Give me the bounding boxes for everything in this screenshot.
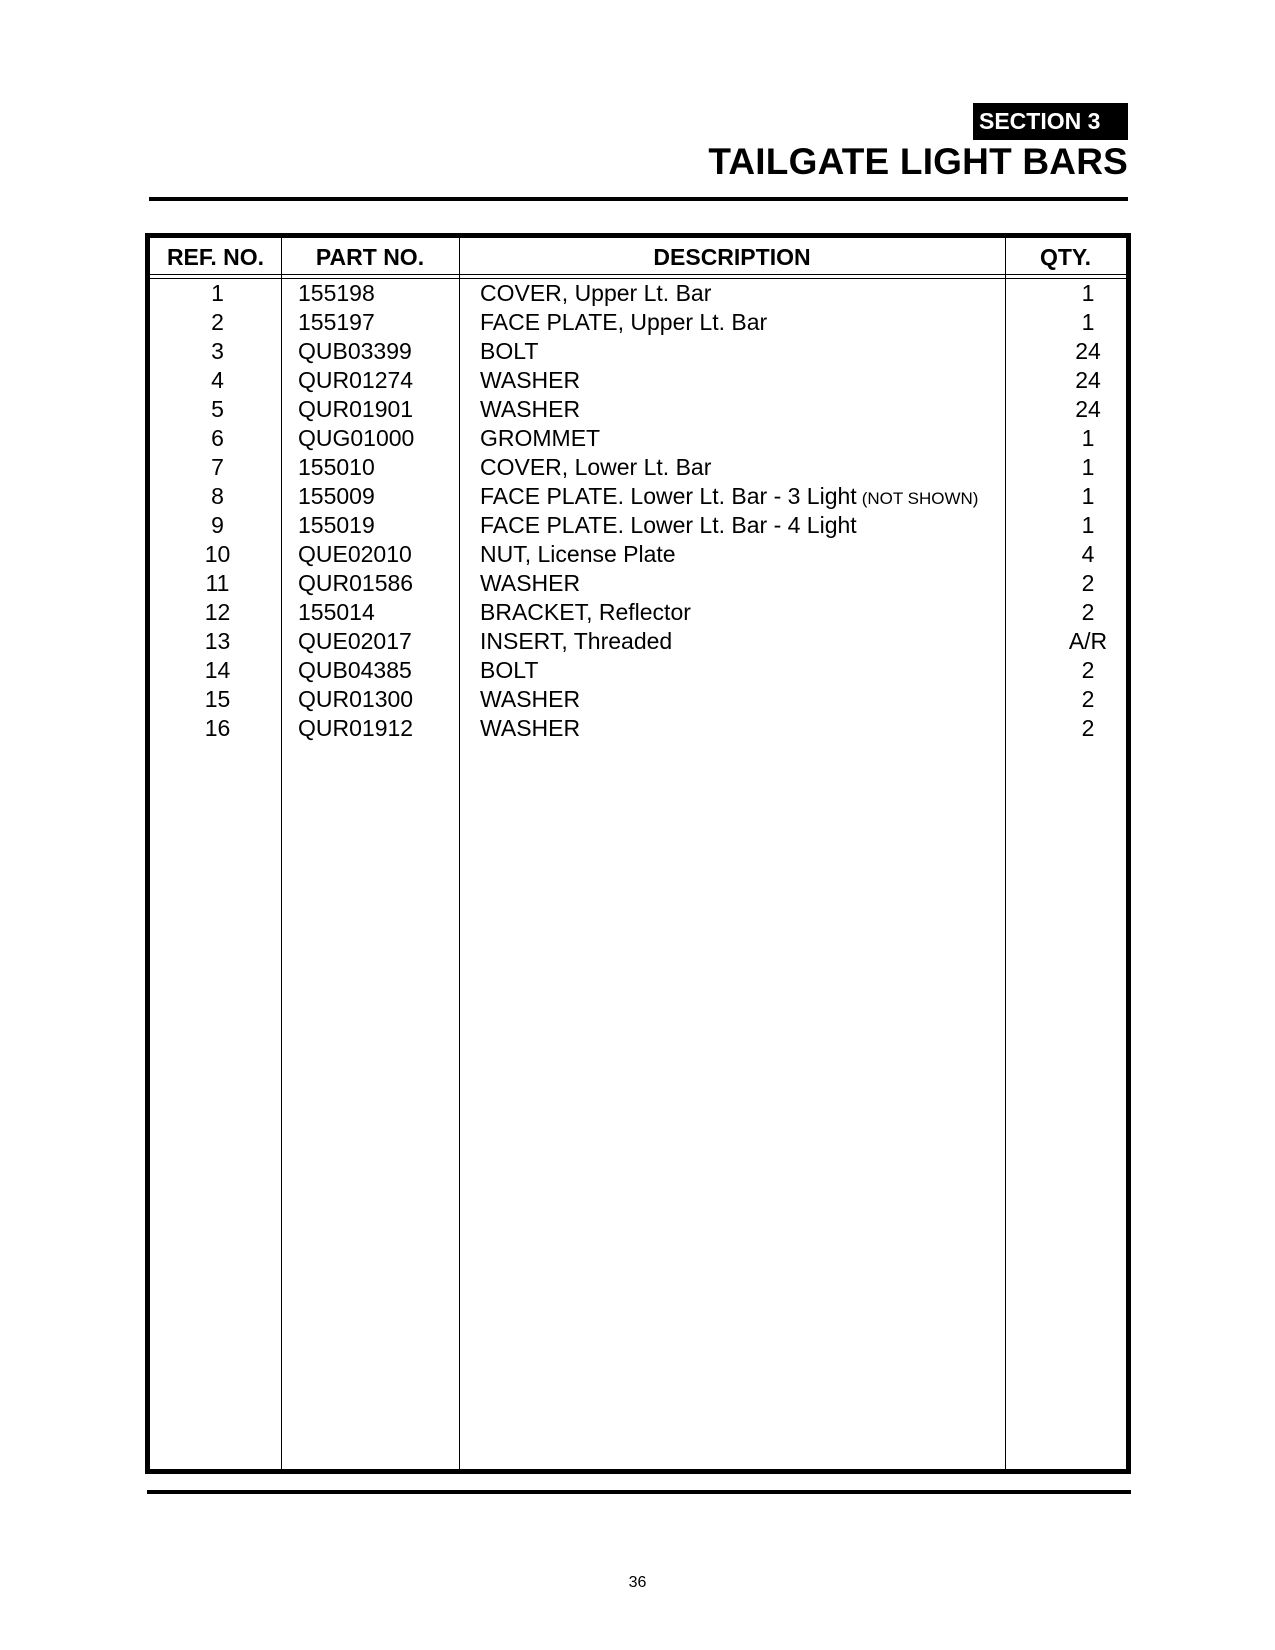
ref-number: 4 bbox=[211, 367, 224, 393]
quantity: 2 bbox=[1081, 686, 1095, 712]
table-row bbox=[150, 627, 1126, 656]
column-header-description: DESCRIPTION bbox=[653, 244, 811, 270]
quantity: 1 bbox=[1081, 512, 1095, 538]
ref-number: 16 bbox=[204, 715, 231, 741]
quantity: 24 bbox=[1075, 338, 1101, 364]
quantity: 2 bbox=[1081, 599, 1095, 625]
description-text: BOLT bbox=[480, 657, 539, 683]
column-header-ref: REF. NO. bbox=[166, 244, 265, 270]
description-text: COVER, Upper Lt. Bar bbox=[480, 280, 712, 306]
part-number: 155014 bbox=[298, 599, 375, 625]
description-text: FACE PLATE. Lower Lt. Bar - 4 Light bbox=[480, 512, 857, 538]
part-number: QUR01274 bbox=[298, 367, 414, 393]
table-row bbox=[150, 540, 1126, 569]
description-text: BRACKET, Reflector bbox=[480, 599, 691, 625]
ref-number: 12 bbox=[204, 599, 231, 625]
ref-number: 2 bbox=[211, 309, 224, 335]
ref-number: 9 bbox=[211, 512, 224, 538]
table-row bbox=[150, 656, 1126, 685]
ref-number: 11 bbox=[205, 570, 230, 596]
description-text: FACE PLATE. Lower Lt. Bar - 3 Light bbox=[480, 483, 857, 509]
description-text: WASHER bbox=[480, 715, 581, 741]
ref-number: 1 bbox=[211, 280, 224, 306]
quantity: 1 bbox=[1081, 309, 1095, 335]
description-text: INSERT, Threaded bbox=[480, 628, 673, 654]
parts-table bbox=[145, 233, 1131, 1474]
part-number: QUR01300 bbox=[298, 686, 414, 712]
description-text: COVER, Lower Lt. Bar bbox=[480, 454, 712, 480]
ref-number: 10 bbox=[204, 541, 231, 567]
table-row bbox=[150, 308, 1126, 337]
description-text: BOLT bbox=[480, 338, 539, 364]
part-number: 155009 bbox=[298, 483, 375, 509]
table-row bbox=[150, 598, 1126, 627]
column-header-part: PART NO. bbox=[315, 244, 425, 270]
part-number: QUB03399 bbox=[298, 338, 412, 364]
section-badge: SECTION 3 bbox=[973, 103, 1128, 140]
ref-number: 5 bbox=[211, 396, 224, 422]
quantity: 2 bbox=[1081, 570, 1095, 596]
column-header-qty: QTY. bbox=[1039, 244, 1092, 270]
table-row bbox=[150, 511, 1126, 540]
part-number: 155197 bbox=[298, 309, 375, 335]
quantity: 4 bbox=[1081, 541, 1095, 567]
part-number: QUE02010 bbox=[298, 541, 412, 567]
description-text: WASHER bbox=[480, 396, 581, 422]
part-number: 155019 bbox=[298, 512, 375, 538]
part-number: QUG01000 bbox=[298, 425, 415, 451]
table-row bbox=[150, 685, 1126, 714]
quantity: 1 bbox=[1081, 454, 1095, 480]
ref-number: 8 bbox=[211, 483, 224, 509]
ref-number: 15 bbox=[204, 686, 231, 712]
page-number: 36 bbox=[628, 1574, 647, 1591]
part-number: 155010 bbox=[298, 454, 375, 480]
description-note: (NOT SHOWN) bbox=[861, 489, 979, 508]
table-row bbox=[150, 453, 1126, 482]
part-number: QUE02017 bbox=[298, 628, 412, 654]
description-text: FACE PLATE, Upper Lt. Bar bbox=[480, 309, 768, 335]
quantity: 2 bbox=[1081, 657, 1095, 683]
page-title: TAILGATE LIGHT BARS bbox=[708, 141, 1128, 182]
part-number: QUR01912 bbox=[298, 715, 414, 741]
footer-rule bbox=[147, 1490, 1131, 1494]
part-number: QUR01586 bbox=[298, 570, 414, 596]
header-underline bbox=[150, 274, 1126, 275]
quantity: 24 bbox=[1075, 367, 1101, 393]
description-text: WASHER bbox=[480, 570, 581, 596]
ref-number: 3 bbox=[211, 338, 224, 364]
quantity: 2 bbox=[1081, 715, 1095, 741]
table-row bbox=[150, 714, 1126, 743]
ref-number: 6 bbox=[211, 425, 224, 451]
description-text: GROMMET bbox=[480, 425, 601, 451]
table-row bbox=[150, 424, 1126, 453]
table-row bbox=[150, 395, 1126, 424]
quantity: 24 bbox=[1075, 396, 1101, 422]
ref-number: 7 bbox=[211, 454, 224, 480]
table-body bbox=[150, 279, 1126, 743]
quantity: 1 bbox=[1081, 425, 1095, 451]
quantity: 1 bbox=[1081, 280, 1095, 306]
ref-number: 14 bbox=[204, 657, 231, 683]
description-text: NUT, License Plate bbox=[480, 541, 676, 567]
part-number: QUR01901 bbox=[298, 396, 414, 422]
table-row bbox=[150, 569, 1126, 598]
part-number: 155198 bbox=[298, 280, 375, 306]
quantity: A/R bbox=[1068, 628, 1108, 654]
description-text: WASHER bbox=[480, 686, 581, 712]
table-row bbox=[150, 337, 1126, 366]
table-row bbox=[150, 482, 1126, 511]
ref-number: 13 bbox=[204, 628, 231, 654]
header-rule bbox=[149, 197, 1128, 201]
description-text: WASHER bbox=[480, 367, 581, 393]
table-row bbox=[150, 366, 1126, 395]
quantity: 1 bbox=[1081, 483, 1095, 509]
part-number: QUB04385 bbox=[298, 657, 412, 683]
table-row bbox=[150, 279, 1126, 308]
